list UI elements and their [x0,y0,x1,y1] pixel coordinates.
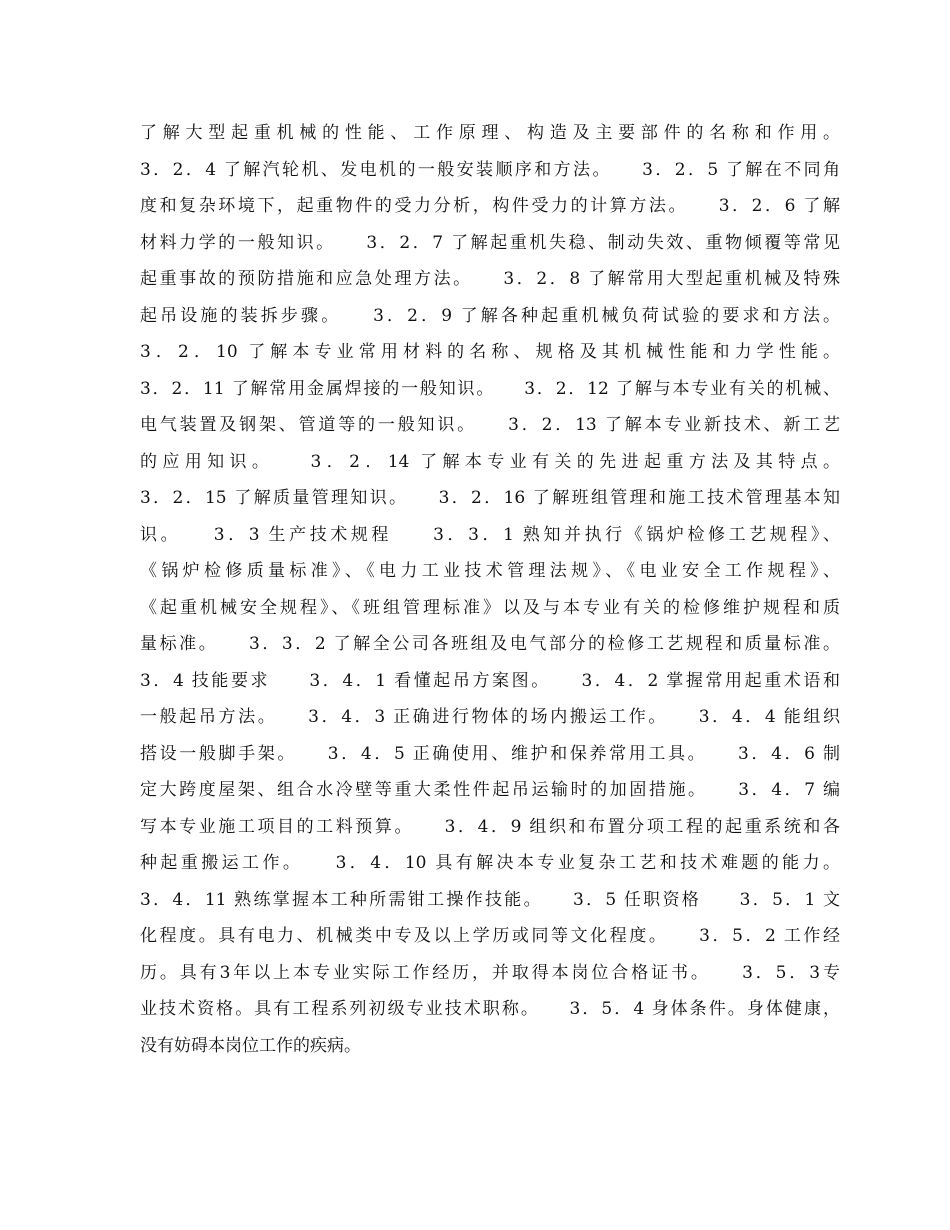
text-line-13: 《锅炉检修质量标准》、《电力工业技术管理法规》、《电业安全工作规程》、 [140,561,840,581]
text-line-6: 起吊设施的装拆步骤。 3．2．9 了解各种起重机械负荷试验的要求和方法。 [140,305,840,326]
text-line-15: 量标准。 3．3．2 了解全公司各班组及电气部分的检修工艺规程和质量标准。 [140,634,840,654]
text-line-20: 写本专业施工项目的工料预算。 3．4．9 组织和布置分项工程的起重系统和各 [140,816,840,837]
text-line-26: 没有妨碍本岗位工作的疾病。 [140,1035,361,1056]
text-line-3: 度和复杂环境下，起重物件的受力分析，构件受力的计算方法。 3．2．6 了解 [140,196,840,216]
text-line-22: 3．4．11 熟练掌握本工种所需钳工操作技能。 3．5 任职资格 3．5．1 文 [140,889,840,910]
text-line-7: 3．2．10 了解本专业常用材料的名称、规格及其机械性能和力学性能。 [140,342,840,362]
text-line-18: 搭设一般脚手架。 3．4．5 正确使用、维护和保养常用工具。 3．4．6 制 [140,743,840,764]
text-line-4: 材料力学的一般知识。 3．2．7 了解起重机失稳、制动失效、重物倾覆等常见 [140,232,840,253]
text-line-1: 了解大型起重机械的性能、工作原理、构造及主要部件的名称和作用。 [140,123,840,143]
text-line-2: 3．2．4 了解汽轮机、发电机的一般安装顺序和方法。 3．2．5 了解在不同角 [140,159,840,180]
text-line-23: 化程度。具有电力、机械类中专及以上学历或同等文化程度。 3．5．2 工作经 [140,926,840,946]
text-line-14: 《起重机械安全规程》、《班组管理标准》以及与本专业有关的检修维护规程和质 [140,597,840,618]
text-line-9: 电气装置及钢架、管道等的一般知识。 3．2．13 了解本专业新技术、新工艺 [140,415,840,435]
document-body [140,115,840,1064]
text-line-16: 3．4 技能要求 3．4．1 看懂起吊方案图。 3．4．2 掌握常用起重术语和 [140,670,840,691]
text-line-11: 3．2．15 了解质量管理知识。 3．2．16 了解班组管理和施工技术管理基本知 [140,488,840,508]
text-line-8: 3．2．11 了解常用金属焊接的一般知识。 3．2．12 了解与本专业有关的机械、 [140,378,840,399]
text-line-5: 起重事故的预防措施和应急处理方法。 3．2．8 了解常用大型起重机械及特殊 [140,269,840,289]
text-line-25: 业技术资格。具有工程系列初级专业技术职称。 3．5．4 身体条件。身体健康， [140,999,840,1019]
text-line-10: 的应用知识。 3．2．14 了解本专业有关的先进起重方法及其特点。 [140,451,840,472]
text-line-24: 历。具有3年以上本专业实际工作经历，并取得本岗位合格证书。 3．5．3专 [140,962,840,983]
text-line-19: 定大跨度屋架、组合水冷壁等重大柔性件起吊运输时的加固措施。 3．4．7 编 [140,780,840,800]
text-line-12: 识。 3．3 生产技术规程 3．3．1 熟知并执行《锅炉检修工艺规程》、 [140,524,840,545]
text-line-17: 一般起吊方法。 3．4．3 正确进行物体的场内搬运工作。 3．4．4 能组织 [140,707,840,727]
text-line-21: 种起重搬运工作。 3．4．10 具有解决本专业复杂工艺和技术难题的能力。 [140,853,840,873]
